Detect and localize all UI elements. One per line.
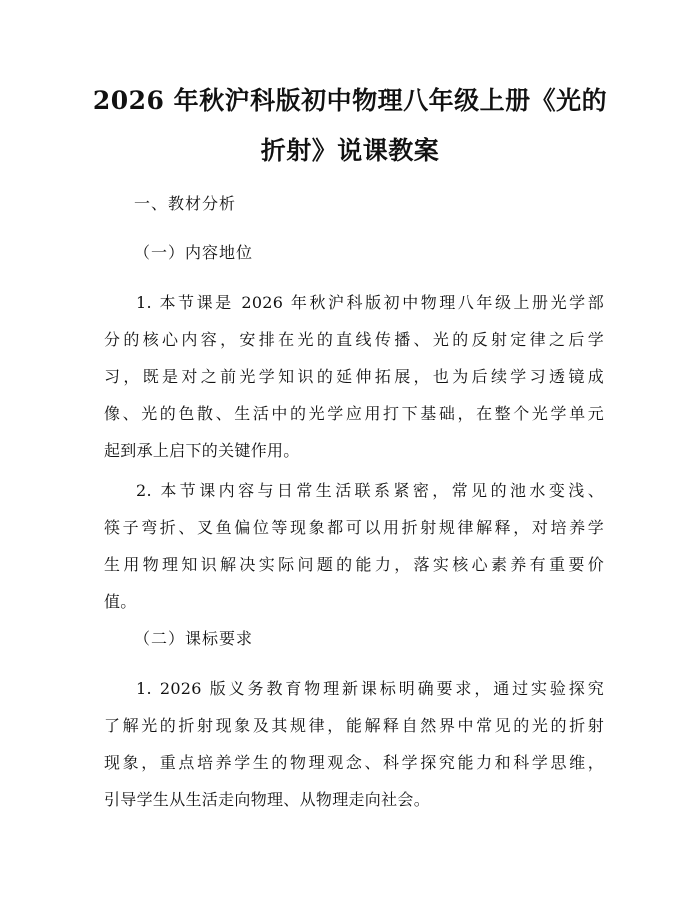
paragraph-line: 像、光的色散、生活中的光学应用打下基础，在整个光学单元	[104, 404, 604, 423]
paragraph-line: 引导学生从生活走向物理、从物理走向社会。	[104, 790, 431, 809]
paragraph-line: 习，既是对之前光学知识的延伸拓展，也为后续学习透镜成	[104, 367, 604, 386]
section-heading-textbook-analysis: 一、教材分析	[134, 194, 237, 213]
paragraph-line: 1. 本节课是 2026 年秋沪科版初中物理八年级上册光学部	[136, 293, 604, 312]
paragraph-line: 分的核心内容，安排在光的直线传播、光的反射定律之后学	[104, 330, 604, 349]
document-title-line-2: 折射》说课教案	[260, 136, 440, 165]
document-title-line-1: 2026 年秋沪科版初中物理八年级上册《光的	[92, 86, 608, 115]
paragraph-line: 起到承上启下的关键作用。	[104, 441, 300, 460]
subsection-heading-curriculum-requirements: （二）课标要求	[134, 629, 254, 648]
paragraph-line: 1. 2026 版义务教育物理新课标明确要求，通过实验探究	[136, 679, 604, 698]
paragraph-line: 了解光的折射现象及其规律，能解释自然界中常见的光的折射	[104, 716, 604, 735]
paragraph-content-position-2	[104, 472, 604, 620]
paragraph-line: 2. 本节课内容与日常生活联系紧密，常见的池水变浅、	[136, 481, 604, 500]
paragraph-curriculum-requirements-1	[104, 670, 604, 818]
paragraph-line: 值。	[104, 592, 137, 611]
paragraph-line: 筷子弯折、叉鱼偏位等现象都可以用折射规律解释，对培养学	[104, 518, 604, 537]
paragraph-line: 生用物理知识解决实际问题的能力，落实核心素养有重要价	[104, 555, 604, 574]
paragraph-content-position-1	[104, 284, 604, 469]
paragraph-line: 现象，重点培养学生的物理观念、科学探究能力和科学思维，	[104, 753, 604, 772]
subsection-heading-content-position: （一）内容地位	[134, 243, 254, 262]
